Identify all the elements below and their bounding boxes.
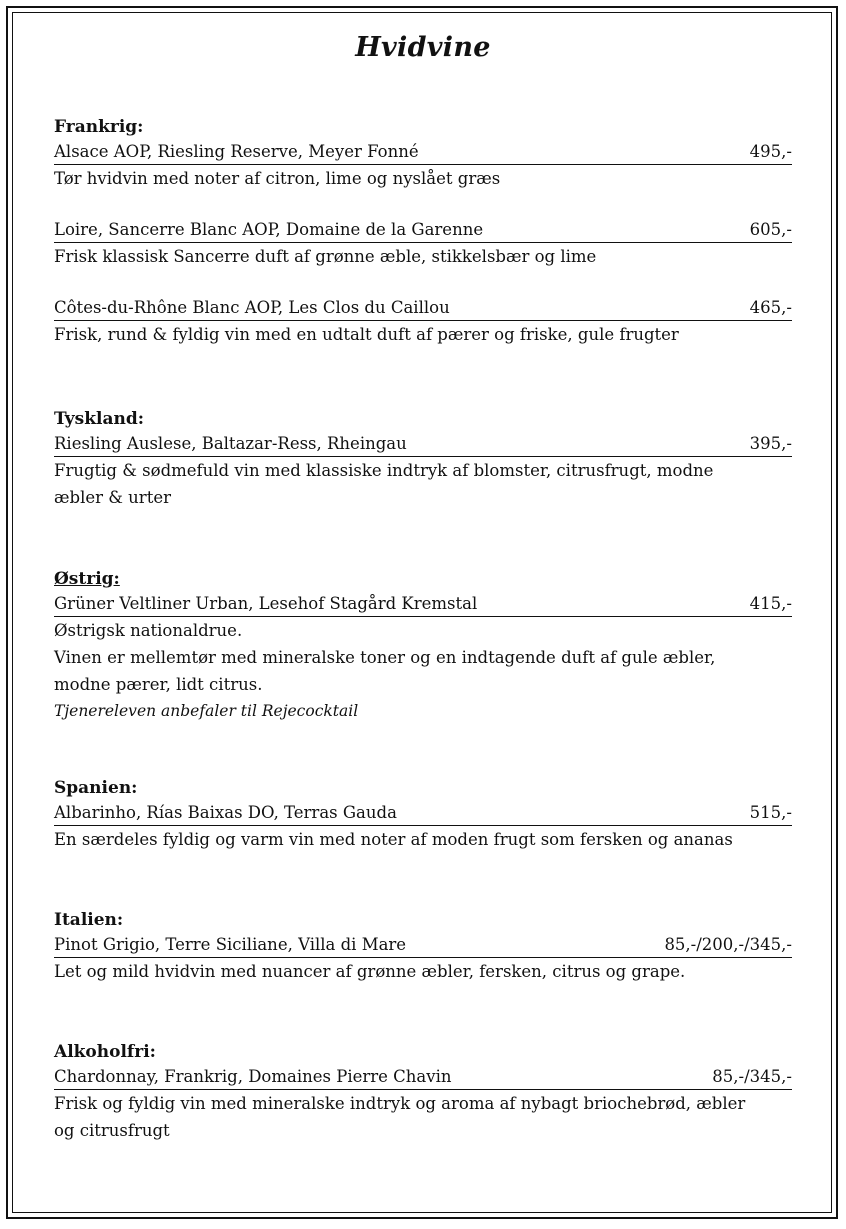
- wine-item: [54, 801, 792, 853]
- wine-price: 85,-/345,-: [712, 1067, 792, 1086]
- section-tyskland: [54, 406, 792, 511]
- wine-name: Grüner Veltliner Urban, Lesehof Stagård Kremstal: [54, 594, 478, 613]
- wine-name: Pinot Grigio, Terre Siciliane, Villa di Mare: [54, 935, 407, 954]
- wine-description-line: Frisk og fyldig vin med mineralske indtryk og aroma af nybagt briochebrød, æbler: [54, 1094, 746, 1113]
- page-title: Hvidvine: [355, 32, 491, 63]
- wine-description: En særdeles fyldig og varm vin med noter af moden frugt som fersken og ananas: [54, 830, 733, 849]
- wine-name: Chardonnay, Frankrig, Domaines Pierre Chavin: [54, 1067, 452, 1086]
- section-heading: Østrig:: [54, 569, 120, 589]
- wine-price: 415,-: [749, 594, 792, 613]
- wine-description-line: Vinen er mellemtør med mineralske toner og en indtagende duft af gule æbler,: [54, 648, 716, 667]
- wine-line: [54, 296, 792, 321]
- section-italien: [54, 907, 792, 985]
- wine-name: Alsace AOP, Riesling Reserve, Meyer Fonné: [54, 142, 419, 161]
- wine-item: [54, 432, 792, 511]
- wine-description: Tør hvidvin med noter af citron, lime og nyslået græs: [54, 169, 501, 188]
- wine-item: [54, 218, 792, 270]
- wine-description-line: Frugtig & sødmefuld vin med klassiske indtryk af blomster, citrusfrugt, modne: [54, 461, 714, 480]
- section-heading: Frankrig:: [54, 117, 144, 137]
- section-heading: Italien:: [54, 910, 124, 930]
- wine-description-line: og citrusfrugt: [54, 1121, 170, 1140]
- wine-price: 605,-: [749, 220, 792, 239]
- wine-item: [54, 1065, 792, 1144]
- wine-price: 465,-: [749, 298, 792, 317]
- wine-description-line: æbler & urter: [54, 488, 171, 507]
- wine-description: Frisk klassisk Sancerre duft af grønne æble, stikkelsbær og lime: [54, 247, 597, 266]
- wine-name: Riesling Auslese, Baltazar-Ress, Rheingau: [54, 434, 407, 453]
- section-heading: Spanien:: [54, 778, 138, 798]
- section-alkoholfri: [54, 1039, 792, 1144]
- section-heading: Tyskland:: [54, 409, 145, 429]
- wine-line: [54, 801, 792, 826]
- wine-description-line: modne pærer, lidt citrus.: [54, 675, 263, 694]
- wine-price: 395,-: [749, 434, 792, 453]
- wine-name: Loire, Sancerre Blanc AOP, Domaine de la Garenne: [54, 220, 484, 239]
- wine-line: [54, 432, 792, 457]
- wine-item: [54, 592, 792, 725]
- wine-name: Albarinho, Rías Baixas DO, Terras Gauda: [54, 803, 397, 822]
- wine-description: Frisk, rund & fyldig vin med en udtalt duft af pærer og friske, gule frugter: [54, 325, 679, 344]
- wine-line: [54, 1065, 792, 1090]
- section-frankrig: [54, 114, 792, 348]
- wine-price: 495,-: [749, 142, 792, 161]
- section-heading: Alkoholfri:: [54, 1042, 156, 1062]
- wine-line: [54, 592, 792, 617]
- section-spanien: [54, 775, 792, 853]
- section-ostrig: [54, 566, 792, 725]
- wine-line: [54, 140, 792, 165]
- wine-item: [54, 296, 792, 348]
- wine-price: 85,-/200,-/345,-: [664, 935, 792, 954]
- wine-item: [54, 140, 792, 192]
- wine-description-line: Østrigsk nationaldrue.: [54, 621, 243, 640]
- wine-name: Côtes-du-Rhône Blanc AOP, Les Clos du Caillou: [54, 298, 450, 317]
- wine-price: 515,-: [749, 803, 792, 822]
- wine-description: Let og mild hvidvin med nuancer af grønne æbler, fersken, citrus og grape.: [54, 962, 686, 981]
- wine-item: [54, 933, 792, 985]
- wine-line: [54, 218, 792, 243]
- recommendation-note: Tjenereleven anbefaler til Rejecocktail: [54, 702, 359, 720]
- wine-line: [54, 933, 792, 958]
